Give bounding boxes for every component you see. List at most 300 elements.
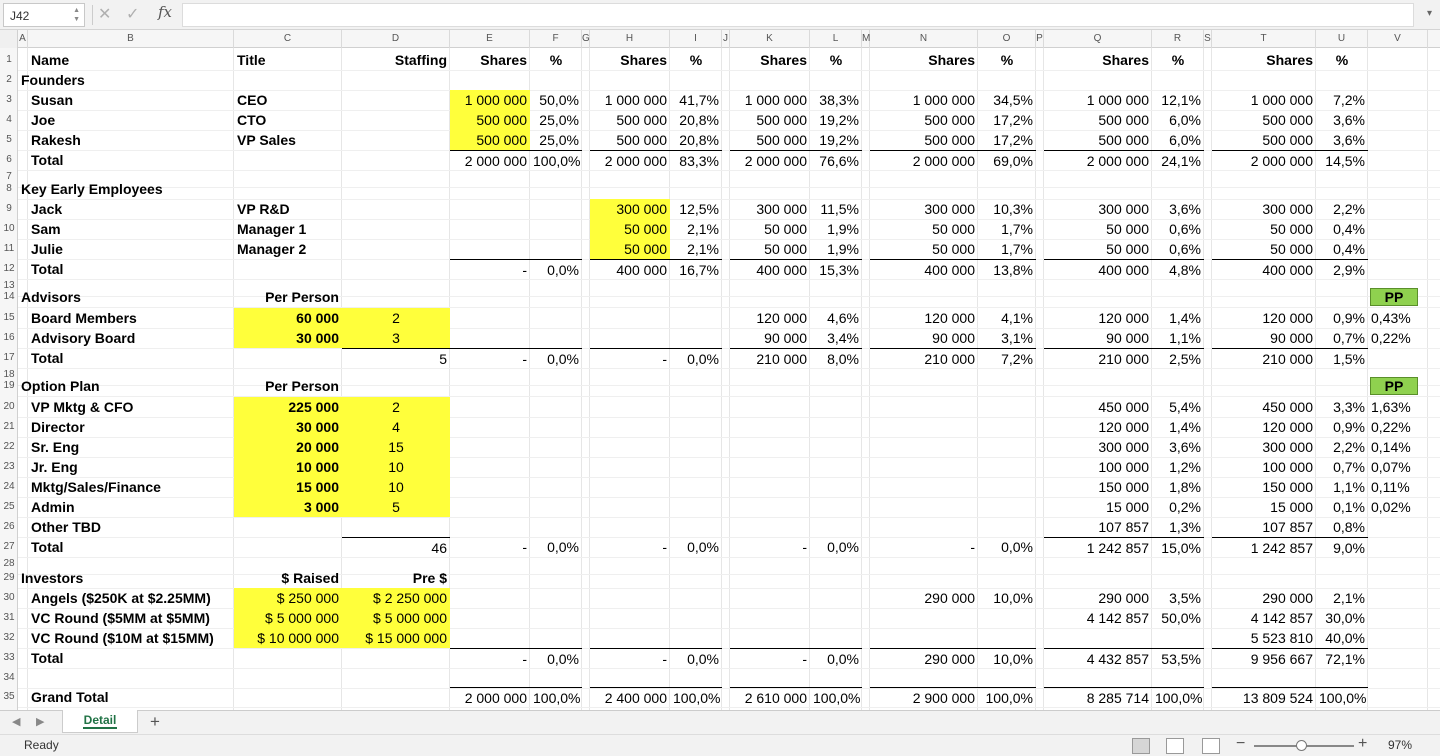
column-header-o[interactable]: O bbox=[978, 30, 1036, 48]
row-header-30[interactable]: 30 bbox=[3, 592, 15, 603]
cell-a19[interactable]: Option Plan bbox=[21, 378, 100, 394]
cell-q17[interactable]: 210 000 bbox=[1044, 348, 1152, 368]
cell-u17[interactable]: 1,5% bbox=[1316, 348, 1368, 368]
sheet-tab-detail[interactable] bbox=[62, 710, 138, 733]
cell-e3[interactable]: 1 000 000 bbox=[450, 90, 530, 110]
cell-u11[interactable]: 0,4% bbox=[1333, 241, 1365, 257]
row-header-11[interactable]: 11 bbox=[3, 243, 15, 254]
cell-v15[interactable]: 0,43% bbox=[1371, 310, 1411, 326]
cell-u12[interactable]: 2,9% bbox=[1316, 259, 1368, 279]
cell-c15[interactable]: 60 000 bbox=[234, 308, 342, 328]
cell-f5[interactable]: 25,0% bbox=[539, 132, 579, 148]
cell-i10[interactable]: 2,1% bbox=[687, 221, 719, 237]
cell-d23[interactable]: 10 bbox=[342, 457, 450, 477]
cell-u16[interactable]: 0,7% bbox=[1333, 330, 1365, 346]
column-header-d[interactable]: D bbox=[342, 30, 450, 48]
column-header-j[interactable]: J bbox=[722, 30, 730, 48]
cell-q16[interactable]: 90 000 bbox=[1106, 330, 1149, 346]
cell-c9[interactable]: VP R&D bbox=[237, 201, 290, 217]
cell-h1[interactable]: Shares bbox=[620, 52, 667, 68]
cell-c16[interactable]: 30 000 bbox=[234, 328, 342, 348]
row-header-4[interactable]: 4 bbox=[6, 114, 12, 125]
cell-c29[interactable]: $ Raised bbox=[281, 570, 339, 586]
cell-n6[interactable]: 2 000 000 bbox=[870, 150, 978, 170]
cell-r16[interactable]: 1,1% bbox=[1169, 330, 1201, 346]
cell-t3[interactable]: 1 000 000 bbox=[1250, 92, 1313, 108]
cell-a2[interactable]: Founders bbox=[21, 72, 85, 88]
cell-e6[interactable]: 2 000 000 bbox=[450, 150, 530, 170]
cell-v21[interactable]: 0,22% bbox=[1371, 419, 1411, 435]
cell-a14[interactable]: Advisors bbox=[21, 289, 81, 305]
row-header-16[interactable]: 16 bbox=[3, 332, 15, 343]
cell-e33[interactable]: - bbox=[450, 648, 530, 668]
cell-o1[interactable]: % bbox=[1000, 52, 1014, 68]
row-header-12[interactable]: 12 bbox=[3, 263, 15, 274]
add-sheet-button[interactable]: + bbox=[150, 712, 160, 731]
normal-view-icon[interactable] bbox=[1132, 738, 1150, 754]
cell-b12[interactable]: Total bbox=[31, 261, 64, 277]
cell-l11[interactable]: 1,9% bbox=[827, 241, 859, 257]
cell-t4[interactable]: 500 000 bbox=[1262, 112, 1313, 128]
cell-r33[interactable]: 53,5% bbox=[1152, 648, 1204, 668]
cell-q27[interactable]: 1 242 857 bbox=[1044, 537, 1152, 557]
cell-n17[interactable]: 210 000 bbox=[870, 348, 978, 368]
cell-n15[interactable]: 120 000 bbox=[924, 310, 975, 326]
cell-k9[interactable]: 300 000 bbox=[756, 201, 807, 217]
cell-t17[interactable]: 210 000 bbox=[1212, 348, 1316, 368]
column-header-q[interactable]: Q bbox=[1044, 30, 1152, 48]
cell-r21[interactable]: 1,4% bbox=[1169, 419, 1201, 435]
row-header-8[interactable]: 8 bbox=[6, 183, 12, 194]
column-header-n[interactable]: N bbox=[870, 30, 978, 48]
row-header-18[interactable]: 18 bbox=[3, 369, 15, 380]
cell-h33[interactable]: - bbox=[590, 648, 670, 668]
cell-r15[interactable]: 1,4% bbox=[1169, 310, 1201, 326]
cell-i5[interactable]: 20,8% bbox=[679, 132, 719, 148]
row-header-26[interactable]: 26 bbox=[3, 521, 15, 532]
cell-q35[interactable]: 8 285 714 bbox=[1044, 687, 1152, 707]
cell-n16[interactable]: 90 000 bbox=[932, 330, 975, 346]
cell-b21[interactable]: Director bbox=[31, 419, 85, 435]
zoom-in-button[interactable]: + bbox=[1358, 735, 1368, 752]
row-header-28[interactable]: 28 bbox=[3, 558, 15, 569]
cell-r22[interactable]: 3,6% bbox=[1169, 439, 1201, 455]
cell-c4[interactable]: CTO bbox=[237, 112, 267, 128]
cell-f1[interactable]: % bbox=[549, 52, 563, 68]
cell-t5[interactable]: 500 000 bbox=[1262, 132, 1313, 148]
cell-d1[interactable]: Staffing bbox=[394, 52, 447, 68]
cell-n5[interactable]: 500 000 bbox=[924, 132, 975, 148]
row-header-21[interactable]: 21 bbox=[3, 421, 15, 432]
row-header-34[interactable]: 34 bbox=[3, 672, 15, 683]
row-header-9[interactable]: 9 bbox=[6, 203, 12, 214]
cell-l10[interactable]: 1,9% bbox=[827, 221, 859, 237]
cell-n3[interactable]: 1 000 000 bbox=[912, 92, 975, 108]
cell-t20[interactable]: 450 000 bbox=[1262, 399, 1313, 415]
cell-d24[interactable]: 10 bbox=[342, 477, 450, 497]
column-header-t[interactable]: T bbox=[1212, 30, 1316, 48]
formula-input[interactable] bbox=[182, 3, 1414, 27]
column-header-g[interactable]: G bbox=[582, 30, 590, 48]
cell-q24[interactable]: 150 000 bbox=[1098, 479, 1149, 495]
cell-r3[interactable]: 12,1% bbox=[1161, 92, 1201, 108]
cell-u4[interactable]: 3,6% bbox=[1333, 112, 1365, 128]
cell-b6[interactable]: Total bbox=[31, 152, 64, 168]
cell-r17[interactable]: 2,5% bbox=[1152, 348, 1204, 368]
cell-a29[interactable]: Investors bbox=[21, 570, 84, 586]
cell-o30[interactable]: 10,0% bbox=[993, 590, 1033, 606]
cell-r30[interactable]: 3,5% bbox=[1169, 590, 1201, 606]
cell-r1[interactable]: % bbox=[1171, 52, 1185, 68]
row-header-6[interactable]: 6 bbox=[6, 154, 12, 165]
cell-l9[interactable]: 11,5% bbox=[820, 201, 859, 217]
cell-b24[interactable]: Mktg/Sales/Finance bbox=[31, 479, 161, 495]
cell-l3[interactable]: 38,3% bbox=[819, 92, 859, 108]
cell-d32[interactable]: $ 15 000 000 bbox=[342, 628, 450, 648]
column-header-b[interactable]: B bbox=[28, 30, 234, 48]
cell-t26[interactable]: 107 857 bbox=[1262, 519, 1313, 535]
cell-k5[interactable]: 500 000 bbox=[756, 132, 807, 148]
cell-i12[interactable]: 16,7% bbox=[670, 259, 722, 279]
row-header-35[interactable]: 35 bbox=[3, 691, 15, 702]
row-header-5[interactable]: 5 bbox=[6, 134, 12, 145]
insert-function-button[interactable]: fx bbox=[158, 3, 173, 21]
cell-o27[interactable]: 0,0% bbox=[1001, 539, 1033, 555]
cell-c24[interactable]: 15 000 bbox=[234, 477, 342, 497]
cell-q10[interactable]: 50 000 bbox=[1106, 221, 1149, 237]
cell-u24[interactable]: 1,1% bbox=[1333, 479, 1365, 495]
cell-b31[interactable]: VC Round ($5MM at $5MM) bbox=[31, 610, 210, 626]
cell-t22[interactable]: 300 000 bbox=[1262, 439, 1313, 455]
cell-v20[interactable]: 1,63% bbox=[1371, 399, 1411, 415]
cell-l35[interactable]: 100,0% bbox=[810, 687, 862, 707]
row-header-19[interactable]: 19 bbox=[3, 380, 15, 391]
column-header-i[interactable]: I bbox=[670, 30, 722, 48]
cell-f17[interactable]: 0,0% bbox=[530, 348, 582, 368]
cell-l27[interactable]: 0,0% bbox=[827, 539, 859, 555]
cell-h6[interactable]: 2 000 000 bbox=[590, 150, 670, 170]
cell-d22[interactable]: 15 bbox=[342, 437, 450, 457]
cell-n4[interactable]: 500 000 bbox=[924, 112, 975, 128]
cell-q9[interactable]: 300 000 bbox=[1098, 201, 1149, 217]
cell-q31[interactable]: 4 142 857 bbox=[1086, 610, 1149, 626]
cell-k17[interactable]: 210 000 bbox=[730, 348, 810, 368]
cell-u32[interactable]: 40,0% bbox=[1325, 630, 1365, 646]
cell-o15[interactable]: 4,1% bbox=[1001, 310, 1033, 326]
cell-f4[interactable]: 25,0% bbox=[539, 112, 579, 128]
zoom-slider-handle[interactable] bbox=[1296, 740, 1307, 751]
row-header-31[interactable]: 31 bbox=[3, 612, 15, 623]
cell-r5[interactable]: 6,0% bbox=[1169, 132, 1201, 148]
cell-u27[interactable]: 9,0% bbox=[1316, 537, 1368, 557]
cell-h9[interactable]: 300 000 bbox=[590, 199, 670, 219]
cell-d20[interactable]: 2 bbox=[342, 397, 450, 417]
cell-u20[interactable]: 3,3% bbox=[1333, 399, 1365, 415]
cell-o35[interactable]: 100,0% bbox=[978, 687, 1036, 707]
row-header-15[interactable]: 15 bbox=[3, 312, 15, 323]
cell-n35[interactable]: 2 900 000 bbox=[870, 687, 978, 707]
cell-q26[interactable]: 107 857 bbox=[1098, 519, 1149, 535]
cell-e35[interactable]: 2 000 000 bbox=[450, 687, 530, 707]
cell-o12[interactable]: 13,8% bbox=[978, 259, 1036, 279]
cell-o17[interactable]: 7,2% bbox=[978, 348, 1036, 368]
cell-o6[interactable]: 69,0% bbox=[978, 150, 1036, 170]
cell-t33[interactable]: 9 956 667 bbox=[1212, 648, 1316, 668]
cell-q30[interactable]: 290 000 bbox=[1098, 590, 1149, 606]
row-header-14[interactable]: 14 bbox=[3, 291, 15, 302]
column-header-h[interactable]: H bbox=[590, 30, 670, 48]
column-header-p[interactable]: P bbox=[1036, 30, 1044, 48]
cell-b11[interactable]: Julie bbox=[31, 241, 63, 257]
cell-q23[interactable]: 100 000 bbox=[1098, 459, 1149, 475]
cell-e4[interactable]: 500 000 bbox=[450, 110, 530, 130]
cell-l6[interactable]: 76,6% bbox=[810, 150, 862, 170]
cell-t27[interactable]: 1 242 857 bbox=[1212, 537, 1316, 557]
cell-k27[interactable]: - bbox=[802, 539, 807, 555]
cell-i6[interactable]: 83,3% bbox=[670, 150, 722, 170]
cell-i4[interactable]: 20,8% bbox=[679, 112, 719, 128]
cell-r10[interactable]: 0,6% bbox=[1169, 221, 1201, 237]
cell-k11[interactable]: 50 000 bbox=[764, 241, 807, 257]
cell-q22[interactable]: 300 000 bbox=[1098, 439, 1149, 455]
cell-l4[interactable]: 19,2% bbox=[819, 112, 859, 128]
cell-l12[interactable]: 15,3% bbox=[810, 259, 862, 279]
cell-r23[interactable]: 1,2% bbox=[1169, 459, 1201, 475]
cell-q4[interactable]: 500 000 bbox=[1098, 112, 1149, 128]
cell-c32[interactable]: $ 10 000 000 bbox=[234, 628, 342, 648]
cell-b20[interactable]: VP Mktg & CFO bbox=[31, 399, 134, 415]
row-header-10[interactable]: 10 bbox=[3, 223, 15, 234]
cell-b27[interactable]: Total bbox=[31, 539, 64, 555]
cell-t24[interactable]: 150 000 bbox=[1262, 479, 1313, 495]
cell-h17[interactable]: - bbox=[590, 348, 670, 368]
cell-r6[interactable]: 24,1% bbox=[1152, 150, 1204, 170]
cell-t25[interactable]: 15 000 bbox=[1270, 499, 1313, 515]
cell-b3[interactable]: Susan bbox=[31, 92, 74, 108]
row-header-20[interactable]: 20 bbox=[3, 401, 15, 412]
cell-b5[interactable]: Rakesh bbox=[31, 132, 81, 148]
cell-r12[interactable]: 4,8% bbox=[1152, 259, 1204, 279]
cell-i3[interactable]: 41,7% bbox=[679, 92, 719, 108]
column-header-a[interactable]: A bbox=[18, 30, 28, 48]
cell-u3[interactable]: 7,2% bbox=[1333, 92, 1365, 108]
cell-b35[interactable]: Grand Total bbox=[31, 689, 109, 705]
cell-t15[interactable]: 120 000 bbox=[1262, 310, 1313, 326]
column-header-c[interactable]: C bbox=[234, 30, 342, 48]
cell-e17[interactable]: - bbox=[450, 348, 530, 368]
cell-e12[interactable]: - bbox=[450, 259, 530, 279]
cell-i1[interactable]: % bbox=[689, 52, 703, 68]
cell-c10[interactable]: Manager 1 bbox=[237, 221, 307, 237]
cell-q15[interactable]: 120 000 bbox=[1098, 310, 1149, 326]
cell-b15[interactable]: Board Members bbox=[31, 310, 137, 326]
cell-c20[interactable]: 225 000 bbox=[234, 397, 342, 417]
cell-h4[interactable]: 500 000 bbox=[616, 112, 667, 128]
column-header-r[interactable]: R bbox=[1152, 30, 1204, 48]
zoom-out-button[interactable]: − bbox=[1236, 735, 1246, 752]
cell-r4[interactable]: 6,0% bbox=[1169, 112, 1201, 128]
cell-v16[interactable]: 0,22% bbox=[1371, 330, 1411, 346]
cell-f27[interactable]: 0,0% bbox=[547, 539, 579, 555]
row-header-27[interactable]: 27 bbox=[3, 541, 15, 552]
cell-b4[interactable]: Joe bbox=[31, 112, 56, 128]
cell-d15[interactable]: 2 bbox=[342, 308, 450, 328]
cell-d27[interactable]: 46 bbox=[342, 537, 450, 557]
cell-a8[interactable]: Key Early Employees bbox=[21, 181, 163, 197]
cell-f6[interactable]: 100,0% bbox=[530, 150, 582, 170]
cell-u31[interactable]: 30,0% bbox=[1325, 610, 1365, 626]
cell-o33[interactable]: 10,0% bbox=[978, 648, 1036, 668]
cell-t21[interactable]: 120 000 bbox=[1262, 419, 1313, 435]
cell-k4[interactable]: 500 000 bbox=[756, 112, 807, 128]
cell-v25[interactable]: 0,02% bbox=[1371, 499, 1411, 515]
cell-k10[interactable]: 50 000 bbox=[764, 221, 807, 237]
column-header-k[interactable]: K bbox=[730, 30, 810, 48]
cell-d16[interactable]: 3 bbox=[342, 328, 450, 348]
row-header-2[interactable]: 2 bbox=[6, 74, 12, 85]
row-header-17[interactable]: 17 bbox=[3, 352, 15, 363]
cell-u22[interactable]: 2,2% bbox=[1333, 439, 1365, 455]
cell-o3[interactable]: 34,5% bbox=[993, 92, 1033, 108]
cell-o16[interactable]: 3,1% bbox=[1001, 330, 1033, 346]
cell-q21[interactable]: 120 000 bbox=[1098, 419, 1149, 435]
cell-q11[interactable]: 50 000 bbox=[1106, 241, 1149, 257]
cell-t32[interactable]: 5 523 810 bbox=[1250, 630, 1313, 646]
cell-b16[interactable]: Advisory Board bbox=[31, 330, 136, 346]
cell-i9[interactable]: 12,5% bbox=[679, 201, 719, 217]
cell-h12[interactable]: 400 000 bbox=[590, 259, 670, 279]
cell-i35[interactable]: 100,0% bbox=[670, 687, 722, 707]
select-all-corner[interactable] bbox=[0, 30, 18, 48]
cell-t1[interactable]: Shares bbox=[1266, 52, 1313, 68]
cell-r24[interactable]: 1,8% bbox=[1169, 479, 1201, 495]
worksheet-grid[interactable] bbox=[18, 48, 1440, 710]
cell-f3[interactable]: 50,0% bbox=[539, 92, 579, 108]
cell-q6[interactable]: 2 000 000 bbox=[1044, 150, 1152, 170]
cell-v19[interactable]: PP bbox=[1370, 377, 1418, 395]
cell-n33[interactable]: 290 000 bbox=[870, 648, 978, 668]
cell-n9[interactable]: 300 000 bbox=[924, 201, 975, 217]
column-header-u[interactable]: U bbox=[1316, 30, 1368, 48]
cell-d25[interactable]: 5 bbox=[342, 497, 450, 517]
column-header-s[interactable]: S bbox=[1204, 30, 1212, 48]
cell-t31[interactable]: 4 142 857 bbox=[1250, 610, 1313, 626]
cell-v14[interactable]: PP bbox=[1370, 288, 1418, 306]
cell-b17[interactable]: Total bbox=[31, 350, 64, 366]
cell-h10[interactable]: 50 000 bbox=[590, 219, 670, 239]
cell-u1[interactable]: % bbox=[1335, 52, 1349, 68]
cell-n10[interactable]: 50 000 bbox=[932, 221, 975, 237]
cell-c21[interactable]: 30 000 bbox=[234, 417, 342, 437]
cell-f33[interactable]: 0,0% bbox=[530, 648, 582, 668]
column-header-f[interactable]: F bbox=[530, 30, 582, 48]
cell-t23[interactable]: 100 000 bbox=[1262, 459, 1313, 475]
cell-q3[interactable]: 1 000 000 bbox=[1086, 92, 1149, 108]
cell-h3[interactable]: 1 000 000 bbox=[604, 92, 667, 108]
cell-b23[interactable]: Jr. Eng bbox=[31, 459, 78, 475]
cell-u15[interactable]: 0,9% bbox=[1333, 310, 1365, 326]
cell-u9[interactable]: 2,2% bbox=[1333, 201, 1365, 217]
page-layout-view-icon[interactable] bbox=[1166, 738, 1184, 754]
cell-u6[interactable]: 14,5% bbox=[1316, 150, 1368, 170]
row-header-7[interactable]: 7 bbox=[6, 171, 12, 182]
cell-c31[interactable]: $ 5 000 000 bbox=[234, 608, 342, 628]
cell-k1[interactable]: Shares bbox=[760, 52, 807, 68]
cell-c30[interactable]: $ 250 000 bbox=[234, 588, 342, 608]
cell-r27[interactable]: 15,0% bbox=[1152, 537, 1204, 557]
cell-k6[interactable]: 2 000 000 bbox=[730, 150, 810, 170]
cell-c25[interactable]: 3 000 bbox=[234, 497, 342, 517]
cell-d29[interactable]: Pre $ bbox=[412, 570, 447, 586]
cell-n12[interactable]: 400 000 bbox=[870, 259, 978, 279]
cell-q5[interactable]: 500 000 bbox=[1098, 132, 1149, 148]
cell-u5[interactable]: 3,6% bbox=[1333, 132, 1365, 148]
column-header-m[interactable]: M bbox=[862, 30, 870, 48]
cell-o9[interactable]: 10,3% bbox=[993, 201, 1033, 217]
row-header-23[interactable]: 23 bbox=[3, 461, 15, 472]
cell-b9[interactable]: Jack bbox=[31, 201, 63, 217]
cell-i27[interactable]: 0,0% bbox=[687, 539, 719, 555]
cell-k15[interactable]: 120 000 bbox=[756, 310, 807, 326]
cell-r25[interactable]: 0,2% bbox=[1169, 499, 1201, 515]
cell-l16[interactable]: 3,4% bbox=[827, 330, 859, 346]
cell-r20[interactable]: 5,4% bbox=[1169, 399, 1201, 415]
cell-d21[interactable]: 4 bbox=[342, 417, 450, 437]
cell-t16[interactable]: 90 000 bbox=[1270, 330, 1313, 346]
cell-r31[interactable]: 50,0% bbox=[1161, 610, 1201, 626]
cell-f12[interactable]: 0,0% bbox=[530, 259, 582, 279]
cell-o11[interactable]: 1,7% bbox=[1001, 241, 1033, 257]
cell-b33[interactable]: Total bbox=[31, 650, 64, 666]
row-header-29[interactable]: 29 bbox=[3, 572, 15, 583]
cell-u26[interactable]: 0,8% bbox=[1333, 519, 1365, 535]
cell-v23[interactable]: 0,07% bbox=[1371, 459, 1411, 475]
cell-r9[interactable]: 3,6% bbox=[1169, 201, 1201, 217]
cell-c5[interactable]: VP Sales bbox=[237, 132, 296, 148]
cell-b26[interactable]: Other TBD bbox=[31, 519, 101, 535]
row-header-22[interactable]: 22 bbox=[3, 441, 15, 452]
cell-k35[interactable]: 2 610 000 bbox=[730, 687, 810, 707]
page-break-view-icon[interactable] bbox=[1202, 738, 1220, 754]
cell-d31[interactable]: $ 5 000 000 bbox=[342, 608, 450, 628]
cell-h27[interactable]: - bbox=[662, 539, 667, 555]
cell-t10[interactable]: 50 000 bbox=[1270, 221, 1313, 237]
cell-u33[interactable]: 72,1% bbox=[1316, 648, 1368, 668]
cell-c1[interactable]: Title bbox=[237, 52, 266, 68]
cell-n11[interactable]: 50 000 bbox=[932, 241, 975, 257]
row-header-3[interactable]: 3 bbox=[6, 94, 12, 105]
cell-u10[interactable]: 0,4% bbox=[1333, 221, 1365, 237]
cell-b30[interactable]: Angels ($250K at $2.25MM) bbox=[31, 590, 211, 606]
cell-d17[interactable]: 5 bbox=[342, 348, 450, 368]
cell-e27[interactable]: - bbox=[522, 539, 527, 555]
cell-k3[interactable]: 1 000 000 bbox=[744, 92, 807, 108]
row-header-25[interactable]: 25 bbox=[3, 501, 15, 512]
prev-sheet-icon[interactable]: ◀ bbox=[12, 716, 21, 728]
cell-l5[interactable]: 19,2% bbox=[819, 132, 859, 148]
cell-k16[interactable]: 90 000 bbox=[764, 330, 807, 346]
zoom-level[interactable]: 97% bbox=[1388, 738, 1413, 752]
cell-e5[interactable]: 500 000 bbox=[450, 130, 530, 150]
cell-b32[interactable]: VC Round ($10M at $15MM) bbox=[31, 630, 214, 646]
cell-t9[interactable]: 300 000 bbox=[1262, 201, 1313, 217]
confirm-icon[interactable]: ✓ bbox=[126, 6, 140, 23]
cell-h11[interactable]: 50 000 bbox=[590, 239, 670, 259]
name-box[interactable] bbox=[3, 3, 85, 27]
cell-l1[interactable]: % bbox=[829, 52, 843, 68]
next-sheet-icon[interactable]: ▶ bbox=[36, 716, 45, 728]
cell-i33[interactable]: 0,0% bbox=[670, 648, 722, 668]
